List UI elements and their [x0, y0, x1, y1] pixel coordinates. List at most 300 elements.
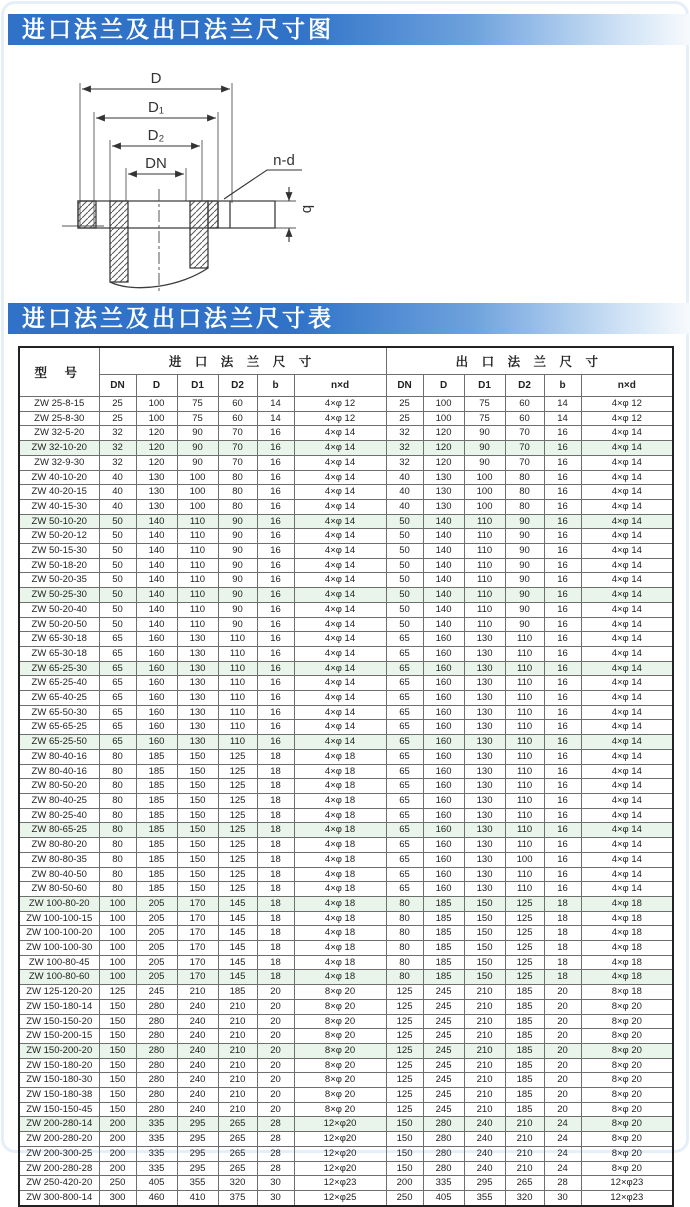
label-nd: n-d — [273, 152, 295, 169]
inlet-cell: 65 — [99, 632, 136, 647]
inlet-cell: 65 — [99, 735, 136, 750]
outlet-cell: 320 — [505, 1190, 544, 1205]
outlet-cell: 16 — [544, 632, 581, 647]
outlet-cell: 295 — [464, 1176, 505, 1191]
outlet-cell: 110 — [505, 661, 544, 676]
inlet-cell: 60 — [218, 397, 257, 412]
outlet-cell: 110 — [505, 764, 544, 779]
outlet-cell: 4×φ 14 — [581, 779, 673, 794]
inlet-cell: 265 — [218, 1132, 257, 1147]
outlet-cell: 16 — [544, 749, 581, 764]
outlet-cell: 200 — [386, 1176, 423, 1191]
outlet-cell: 185 — [505, 1102, 544, 1117]
outlet-cell: 18 — [544, 926, 581, 941]
outlet-cell: 4×φ 14 — [581, 764, 673, 779]
outlet-cell: 210 — [464, 1043, 505, 1058]
inlet-cell: 90 — [177, 455, 218, 470]
outlet-cell: 130 — [464, 764, 505, 779]
outlet-cell: 140 — [423, 617, 464, 632]
inlet-cell: 185 — [218, 985, 257, 1000]
inlet-cell: 185 — [136, 852, 177, 867]
inlet-cell: 4×φ 12 — [294, 411, 386, 426]
outlet-cell: 130 — [464, 882, 505, 897]
table-row — [19, 985, 673, 1000]
table-row — [19, 838, 673, 853]
inlet-cell: 150 — [99, 1029, 136, 1044]
outlet-cell: 90 — [505, 544, 544, 559]
outlet-cell: 160 — [423, 676, 464, 691]
inlet-cell: 4×φ 14 — [294, 661, 386, 676]
inlet-cell: 200 — [99, 1161, 136, 1176]
inlet-cell: 20 — [257, 1029, 294, 1044]
inlet-cell: 100 — [99, 970, 136, 985]
table-row — [19, 926, 673, 941]
inlet-cell: 100 — [99, 941, 136, 956]
inlet-cell: 150 — [99, 1043, 136, 1058]
inlet-cell: 240 — [177, 1058, 218, 1073]
inlet-cell: 25 — [99, 397, 136, 412]
inlet-cell: 8×φ 20 — [294, 985, 386, 1000]
outlet-cell: 20 — [544, 1102, 581, 1117]
inlet-cell: 160 — [136, 646, 177, 661]
outlet-cell: 100 — [423, 411, 464, 426]
outlet-cell: 140 — [423, 544, 464, 559]
model-cell: ZW 50-20-12 — [19, 529, 99, 544]
model-cell: ZW 200-280-14 — [19, 1117, 99, 1132]
section-title-table: 进口法兰及出口法兰尺寸表 — [8, 303, 690, 334]
outlet-cell: 16 — [544, 470, 581, 485]
outlet-cell: 160 — [423, 764, 464, 779]
outlet-cell: 125 — [386, 999, 423, 1014]
inlet-cell: 18 — [257, 911, 294, 926]
outlet-cell: 16 — [544, 793, 581, 808]
outlet-cell: 280 — [423, 1161, 464, 1176]
outlet-cell: 65 — [386, 852, 423, 867]
inlet-cell: 100 — [177, 485, 218, 500]
inlet-cell: 205 — [136, 941, 177, 956]
outlet-cell: 4×φ 14 — [581, 441, 673, 456]
outlet-cell: 110 — [505, 779, 544, 794]
inlet-cell: 16 — [257, 558, 294, 573]
inlet-cell: 18 — [257, 926, 294, 941]
model-cell: ZW 150-180-20 — [19, 1058, 99, 1073]
inlet-cell: 16 — [257, 720, 294, 735]
outlet-cell: 50 — [386, 573, 423, 588]
outlet-cell: 110 — [505, 691, 544, 706]
diagram-labels — [145, 70, 316, 213]
inlet-cell: 16 — [257, 499, 294, 514]
outlet-cell: 16 — [544, 573, 581, 588]
outlet-cell: 185 — [423, 955, 464, 970]
outlet-cell: 185 — [505, 985, 544, 1000]
table-row — [19, 779, 673, 794]
outlet-cell: 110 — [464, 544, 505, 559]
outlet-cell: 8×φ 20 — [581, 1088, 673, 1103]
table-row — [19, 882, 673, 897]
outlet-cell: 65 — [386, 646, 423, 661]
outlet-cell: 140 — [423, 529, 464, 544]
inlet-cell: 8×φ 20 — [294, 1102, 386, 1117]
outlet-cell: 14 — [544, 397, 581, 412]
outlet-cell: 160 — [423, 867, 464, 882]
outlet-cell: 50 — [386, 588, 423, 603]
model-cell: ZW 100-80-20 — [19, 896, 99, 911]
outlet-cell: 4×φ 14 — [581, 588, 673, 603]
model-cell: ZW 100-80-60 — [19, 970, 99, 985]
outlet-cell: 245 — [423, 1102, 464, 1117]
outlet-d1-header: D1 — [464, 375, 505, 397]
outlet-cell: 245 — [423, 1073, 464, 1088]
outlet-cell: 160 — [423, 720, 464, 735]
extension-lines — [62, 83, 296, 228]
inlet-cell: 20 — [257, 985, 294, 1000]
inlet-cell: 4×φ 18 — [294, 808, 386, 823]
inlet-cell: 110 — [177, 602, 218, 617]
inlet-cell: 14 — [257, 397, 294, 412]
inlet-cell: 16 — [257, 485, 294, 500]
inlet-cell: 28 — [257, 1161, 294, 1176]
table-row — [19, 470, 673, 485]
model-cell: ZW 50-25-30 — [19, 588, 99, 603]
model-cell: ZW 150-150-45 — [19, 1102, 99, 1117]
outlet-cell: 185 — [423, 941, 464, 956]
outlet-cell: 130 — [464, 632, 505, 647]
inlet-cell: 280 — [136, 999, 177, 1014]
model-cell: ZW 80-40-16 — [19, 749, 99, 764]
outlet-cell: 110 — [505, 823, 544, 838]
outlet-cell: 160 — [423, 808, 464, 823]
inlet-cell: 110 — [177, 529, 218, 544]
outlet-cell: 280 — [423, 1132, 464, 1147]
outlet-cell: 150 — [386, 1132, 423, 1147]
outlet-cell: 265 — [505, 1176, 544, 1191]
inlet-cell: 80 — [218, 485, 257, 500]
inlet-cell: 65 — [99, 691, 136, 706]
inlet-cell: 12×φ20 — [294, 1161, 386, 1176]
outlet-cell: 130 — [464, 838, 505, 853]
outlet-cell: 280 — [423, 1117, 464, 1132]
outlet-cell: 150 — [386, 1161, 423, 1176]
table-row — [19, 720, 673, 735]
table-row — [19, 1161, 673, 1176]
inlet-cell: 130 — [177, 735, 218, 750]
model-cell: ZW 150-200-20 — [19, 1043, 99, 1058]
outlet-cell: 160 — [423, 852, 464, 867]
table-row — [19, 397, 673, 412]
outlet-cell: 4×φ 14 — [581, 470, 673, 485]
outlet-cell: 160 — [423, 661, 464, 676]
inlet-cell: 28 — [257, 1117, 294, 1132]
outlet-cell: 20 — [544, 1088, 581, 1103]
inlet-cell: 4×φ 14 — [294, 705, 386, 720]
inlet-cell: 18 — [257, 896, 294, 911]
outlet-cell: 65 — [386, 691, 423, 706]
outlet-cell: 30 — [544, 1190, 581, 1205]
model-cell: ZW 250-420-20 — [19, 1176, 99, 1191]
inlet-cell: 40 — [99, 499, 136, 514]
table-row — [19, 529, 673, 544]
inlet-cell: 80 — [99, 852, 136, 867]
inlet-cell: 250 — [99, 1176, 136, 1191]
outlet-cell: 125 — [386, 1088, 423, 1103]
inlet-cell: 280 — [136, 1029, 177, 1044]
inlet-cell: 80 — [99, 793, 136, 808]
inlet-cell: 18 — [257, 867, 294, 882]
outlet-cell: 70 — [505, 441, 544, 456]
inlet-cell: 210 — [218, 1029, 257, 1044]
outlet-cell: 16 — [544, 852, 581, 867]
table-row — [19, 852, 673, 867]
inlet-cell: 150 — [177, 808, 218, 823]
outlet-cell: 16 — [544, 499, 581, 514]
model-cell: ZW 100-80-45 — [19, 955, 99, 970]
inlet-cell: 65 — [99, 720, 136, 735]
inlet-cell: 4×φ 14 — [294, 485, 386, 500]
inlet-cell: 4×φ 14 — [294, 426, 386, 441]
inlet-cell: 210 — [218, 1088, 257, 1103]
table-row — [19, 1190, 673, 1205]
inlet-cell: 90 — [218, 573, 257, 588]
outlet-cell: 130 — [464, 867, 505, 882]
outlet-cell: 65 — [386, 749, 423, 764]
outlet-cell: 160 — [423, 793, 464, 808]
table-row — [19, 1073, 673, 1088]
inlet-cell: 4×φ 14 — [294, 691, 386, 706]
inlet-cell: 20 — [257, 1102, 294, 1117]
outlet-cell: 16 — [544, 485, 581, 500]
inlet-cell: 130 — [177, 646, 218, 661]
outlet-cell: 70 — [505, 426, 544, 441]
outlet-cell: 4×φ 14 — [581, 705, 673, 720]
label-d1: D₁ — [148, 99, 164, 116]
inlet-group-header: 进 口 法 兰 尺 寸 — [99, 347, 386, 375]
model-cell: ZW 65-25-50 — [19, 735, 99, 750]
model-cell: ZW 80-40-16 — [19, 764, 99, 779]
inlet-cell: 4×φ 14 — [294, 441, 386, 456]
flange-section — [78, 201, 275, 288]
inlet-cell: 110 — [177, 514, 218, 529]
outlet-cell: 100 — [423, 397, 464, 412]
outlet-cell: 16 — [544, 455, 581, 470]
inlet-cell: 280 — [136, 1102, 177, 1117]
inlet-cell: 160 — [136, 735, 177, 750]
inlet-cell: 12×φ20 — [294, 1132, 386, 1147]
inlet-cell: 150 — [99, 1073, 136, 1088]
outlet-cell: 4×φ 18 — [581, 926, 673, 941]
inlet-cell: 150 — [177, 793, 218, 808]
outlet-cell: 125 — [505, 896, 544, 911]
inlet-cell: 8×φ 20 — [294, 1043, 386, 1058]
inlet-d2-header: D2 — [218, 375, 257, 397]
outlet-cell: 8×φ 18 — [581, 985, 673, 1000]
inlet-cell: 18 — [257, 808, 294, 823]
outlet-cell: 4×φ 18 — [581, 896, 673, 911]
inlet-cell: 240 — [177, 999, 218, 1014]
outlet-cell: 110 — [464, 617, 505, 632]
inlet-cell: 110 — [218, 691, 257, 706]
inlet-cell: 8×φ 20 — [294, 1088, 386, 1103]
model-cell: ZW 80-50-60 — [19, 882, 99, 897]
outlet-cell: 80 — [386, 896, 423, 911]
outlet-cell: 185 — [423, 970, 464, 985]
outlet-cell: 65 — [386, 882, 423, 897]
inlet-cell: 16 — [257, 632, 294, 647]
outlet-cell: 405 — [423, 1190, 464, 1205]
outlet-cell: 185 — [505, 1073, 544, 1088]
inlet-cell: 16 — [257, 455, 294, 470]
inlet-cell: 280 — [136, 1014, 177, 1029]
model-cell: ZW 150-150-20 — [19, 1014, 99, 1029]
outlet-cell: 210 — [464, 1088, 505, 1103]
table-row — [19, 764, 673, 779]
inlet-cell: 150 — [177, 779, 218, 794]
outlet-cell: 110 — [505, 838, 544, 853]
outlet-cell: 16 — [544, 838, 581, 853]
outlet-cell: 240 — [464, 1117, 505, 1132]
outlet-cell: 125 — [505, 970, 544, 985]
outlet-cell: 8×φ 20 — [581, 1161, 673, 1176]
outlet-cell: 20 — [544, 999, 581, 1014]
outlet-cell: 80 — [386, 955, 423, 970]
model-cell: ZW 200-280-20 — [19, 1132, 99, 1147]
table-row — [19, 1102, 673, 1117]
outlet-cell: 125 — [386, 1058, 423, 1073]
inlet-cell: 50 — [99, 573, 136, 588]
outlet-cell: 140 — [423, 588, 464, 603]
inlet-cell: 4×φ 18 — [294, 793, 386, 808]
outlet-cell: 280 — [423, 1146, 464, 1161]
inlet-cell: 110 — [177, 573, 218, 588]
outlet-cell: 4×φ 14 — [581, 544, 673, 559]
outlet-cell: 16 — [544, 441, 581, 456]
outlet-cell: 240 — [464, 1146, 505, 1161]
inlet-cell: 130 — [177, 691, 218, 706]
inlet-cell: 4×φ 18 — [294, 779, 386, 794]
inlet-cell: 200 — [99, 1146, 136, 1161]
outlet-cell: 4×φ 14 — [581, 514, 673, 529]
table-row — [19, 896, 673, 911]
inlet-cell: 8×φ 20 — [294, 999, 386, 1014]
outlet-cell: 65 — [386, 661, 423, 676]
inlet-cell: 90 — [177, 426, 218, 441]
model-cell: ZW 100-100-20 — [19, 926, 99, 941]
inlet-cell: 150 — [99, 1088, 136, 1103]
inlet-cell: 110 — [218, 676, 257, 691]
outlet-cell: 160 — [423, 749, 464, 764]
outlet-cell: 75 — [464, 397, 505, 412]
inlet-cell: 205 — [136, 926, 177, 941]
outlet-cell: 110 — [464, 514, 505, 529]
outlet-cell: 16 — [544, 735, 581, 750]
outlet-cell: 32 — [386, 441, 423, 456]
outlet-cell: 120 — [423, 455, 464, 470]
outlet-cell: 4×φ 14 — [581, 823, 673, 838]
inlet-cell: 355 — [177, 1176, 218, 1191]
inlet-cell: 110 — [218, 705, 257, 720]
outlet-cell: 24 — [544, 1161, 581, 1176]
outlet-cell: 125 — [505, 926, 544, 941]
outlet-cell: 50 — [386, 529, 423, 544]
outlet-cell: 355 — [464, 1190, 505, 1205]
outlet-cell: 12×φ23 — [581, 1190, 673, 1205]
table-row — [19, 455, 673, 470]
outlet-d-header: D — [423, 375, 464, 397]
inlet-cell: 4×φ 12 — [294, 397, 386, 412]
inlet-cell: 110 — [177, 588, 218, 603]
inlet-cell: 150 — [177, 749, 218, 764]
outlet-cell: 130 — [464, 676, 505, 691]
outlet-cell: 150 — [464, 896, 505, 911]
table-row — [19, 617, 673, 632]
inlet-cell: 80 — [99, 838, 136, 853]
outlet-cell: 14 — [544, 411, 581, 426]
outlet-cell: 90 — [505, 602, 544, 617]
inlet-cell: 280 — [136, 1088, 177, 1103]
table-row — [19, 1088, 673, 1103]
inlet-cell: 185 — [136, 793, 177, 808]
outlet-cell: 18 — [544, 941, 581, 956]
inlet-cell: 4×φ 18 — [294, 941, 386, 956]
model-cell: ZW 80-50-20 — [19, 779, 99, 794]
outlet-cell: 65 — [386, 705, 423, 720]
inlet-cell: 30 — [257, 1176, 294, 1191]
outlet-cell: 4×φ 14 — [581, 529, 673, 544]
outlet-cell: 110 — [464, 588, 505, 603]
inlet-cell: 20 — [257, 1073, 294, 1088]
outlet-cell: 140 — [423, 514, 464, 529]
inlet-cell: 18 — [257, 882, 294, 897]
inlet-cell: 210 — [218, 1043, 257, 1058]
inlet-cell: 18 — [257, 764, 294, 779]
outlet-cell: 50 — [386, 544, 423, 559]
inlet-cell: 265 — [218, 1117, 257, 1132]
inlet-cell: 170 — [177, 896, 218, 911]
inlet-cell: 50 — [99, 617, 136, 632]
table-row — [19, 661, 673, 676]
inlet-cell: 65 — [99, 705, 136, 720]
model-cell: ZW 80-80-20 — [19, 838, 99, 853]
outlet-cell: 90 — [464, 426, 505, 441]
outlet-cell: 110 — [464, 602, 505, 617]
outlet-d2-header: D2 — [505, 375, 544, 397]
inlet-cell: 50 — [99, 588, 136, 603]
outlet-cell: 16 — [544, 661, 581, 676]
inlet-cell: 20 — [257, 1058, 294, 1073]
inlet-cell: 210 — [218, 1014, 257, 1029]
inlet-cell: 100 — [136, 411, 177, 426]
model-cell: ZW 65-40-25 — [19, 691, 99, 706]
inlet-cell: 32 — [99, 441, 136, 456]
inlet-cell: 125 — [218, 823, 257, 838]
inlet-cell: 12×φ23 — [294, 1176, 386, 1191]
outlet-cell: 16 — [544, 646, 581, 661]
table-row — [19, 1043, 673, 1058]
outlet-cell: 80 — [386, 970, 423, 985]
model-cell: ZW 25-8-30 — [19, 411, 99, 426]
model-cell: ZW 200-300-25 — [19, 1146, 99, 1161]
table-row — [19, 1176, 673, 1191]
outlet-cell: 210 — [464, 1029, 505, 1044]
inlet-cell: 200 — [99, 1132, 136, 1147]
inlet-cell: 185 — [136, 808, 177, 823]
inlet-cell: 12×φ25 — [294, 1190, 386, 1205]
inlet-cell: 140 — [136, 514, 177, 529]
outlet-cell: 16 — [544, 705, 581, 720]
outlet-cell: 120 — [423, 426, 464, 441]
outlet-cell: 4×φ 14 — [581, 676, 673, 691]
inlet-cell: 80 — [99, 808, 136, 823]
outlet-cell: 210 — [464, 1102, 505, 1117]
